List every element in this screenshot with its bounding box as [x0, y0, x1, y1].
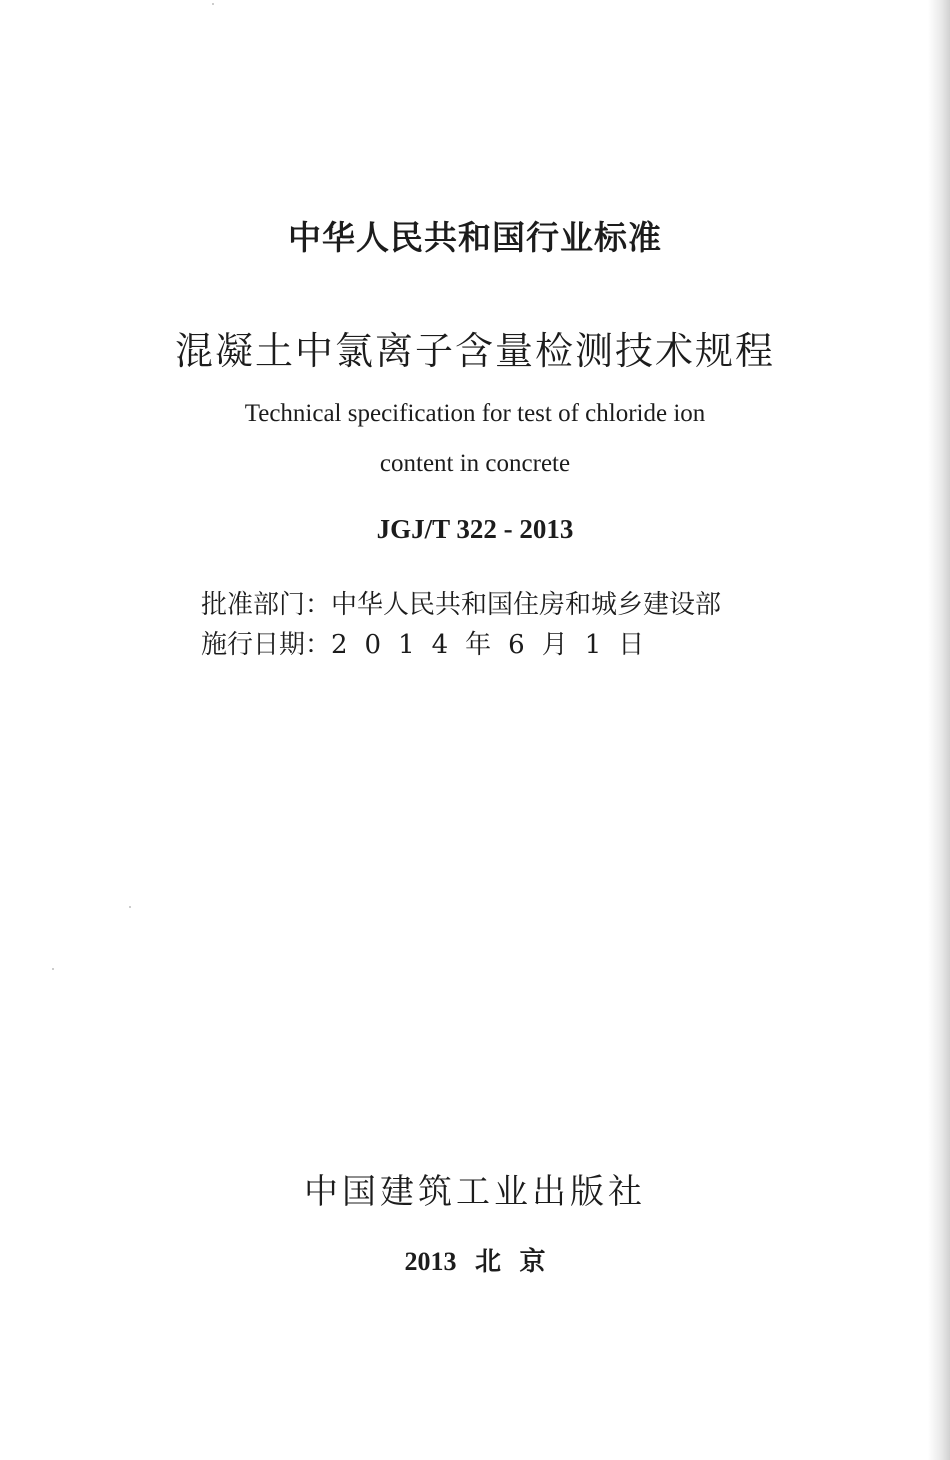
approval-label: 批准部门：	[201, 590, 332, 620]
approval-value: 中华人民共和国住房和城乡建设部	[331, 590, 722, 620]
publication-place-year: 2013 北 京	[404, 1247, 546, 1276]
scan-speck	[129, 906, 131, 908]
english-title-line-2: content in concrete	[379, 450, 571, 477]
effective-date-row	[201, 624, 661, 661]
effective-date-label: 施行日期：	[201, 630, 332, 660]
chinese-title: 混凝土中氯离子含量检测技术规程	[174, 329, 775, 373]
standard-series: 中华人民共和国行业标准	[288, 218, 662, 257]
scan-speck	[212, 3, 214, 5]
approval-row	[201, 584, 721, 621]
effective-date-value: 2014年6月1日	[331, 630, 662, 660]
standard-code: JGJ/T 322 - 2013	[376, 514, 574, 544]
publisher: 中国建筑工业出版社	[304, 1172, 646, 1212]
english-title-line-1: Technical specification for test of chloride ion	[244, 400, 706, 427]
scan-speck	[52, 968, 54, 970]
